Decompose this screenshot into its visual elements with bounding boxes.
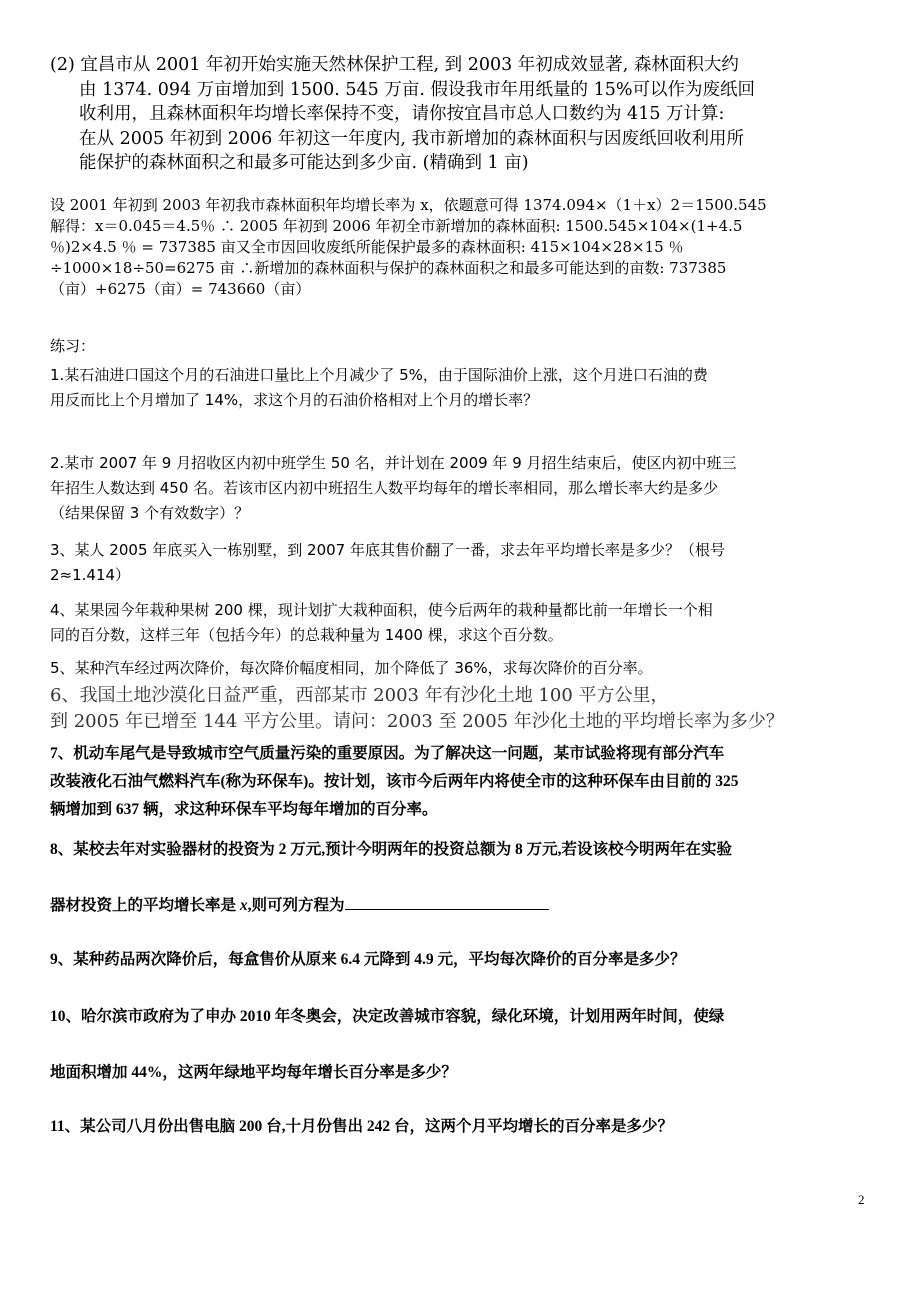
question-1: [50, 363, 874, 413]
question-line: 辆增加到 637 辆，求这种环保车平均每年增加的百分率。: [50, 801, 438, 818]
problem-line: 在从 2005 年初到 2006 年初这一年度内, 我市新增加的森林面积与因废纸回收利用所: [79, 128, 744, 149]
solution-block: [50, 195, 874, 300]
solution-line: 解得：x＝0.045＝4.5％ ∴ 2005 年初到 2006 年初全市新增加的森林面积: 1500.545×104×(1+4.5: [50, 217, 743, 235]
question-2: [50, 451, 874, 526]
question-9: [50, 946, 874, 974]
problem-line: (2) 宜昌市从 2001 年初开始实施天然林保护工程, 到 2003 年初成效显著, 森林面积大约: [50, 55, 739, 75]
question-line: 11、某公司八月份出售电脑 200 台,十月份售出 242 台，这两个月平均增长的百分率是多少？: [50, 1118, 674, 1135]
variable-x: x: [239, 897, 248, 914]
question-text: ,则可列方程为: [247, 897, 345, 914]
page-number: 2: [858, 1192, 865, 1207]
problem-line: 能保护的森林面积之和最多可能达到多少亩. (精确到 1 亩): [79, 153, 529, 173]
answer-blank[interactable]: [345, 895, 549, 910]
question-line: 用反而比上个月增加了 14%，求这个月的石油价格相对上个月的增长率？: [50, 391, 539, 409]
question-5: [50, 656, 874, 681]
problem-line: 由 1374. 094 万亩增加到 1500. 545 万亩. 假设我市年用纸量的 15%可以作为废纸回: [79, 79, 755, 100]
question-line: 同的百分数，这样三年（包括今年）的总栽种量为 1400 棵，求这个百分数。: [50, 626, 563, 644]
solution-line: （亩）+6275（亩）= 743660（亩）: [50, 280, 311, 298]
question-text: 器材投资上的平均增长率是: [50, 897, 240, 914]
question-line: 8、某校去年对实验器材的投资为 2 万元,预计今明两年的投资总额为 8 万元,若设该校今明两年在实验: [50, 841, 733, 858]
question-line: 5、某种汽车经过两次降价，每次降价幅度相同，加个降低了 36%，求每次降价的百分率。: [50, 659, 653, 677]
question-line: 2.某市 2007 年 9 月招收区内初中班学生 50 名，并计划在 2009 年 9 月招生结束后，使区内初中班三: [50, 454, 737, 472]
solution-line: ％)2×4.5 ％ = 737385 亩又全市因回收废纸所能保护最多的森林面积: 415×104×28×15 ％: [50, 238, 684, 256]
question-line: [50, 892, 874, 920]
question-line: 1.某石油进口国这个月的石油进口量比上个月减少了 5%，由于国际油价上涨，这个月进口石油的费: [50, 366, 708, 384]
question-10: [50, 1003, 874, 1087]
question-3: [50, 538, 874, 588]
problem-line: 收利用，且森林面积年均增长率保持不变，请你按宜昌市总人口数约为 415 万计算:: [79, 104, 725, 124]
question-line: 10、哈尔滨市政府为了申办 2010 年冬奥会，决定改善城市容貌，绿化环境，计划用两年时间，使绿: [50, 1008, 725, 1025]
question-line: 6、我国土地沙漠化日益严重，西部某市 2003 年有沙化土地 100 平方公里，: [50, 685, 669, 706]
example-2-problem: [50, 53, 874, 176]
question-line: 7、机动车尾气是导致城市空气质量污染的重要原因。为了解决这一问题，某市试验将现有部分汽车: [50, 745, 725, 762]
question-line: （结果保留 3 个有效数字）？: [50, 504, 250, 522]
question-7: [50, 740, 874, 824]
question-line: 年招生人数达到 450 名。若该市区内初中班招生人数平均每年的增长率相同，那么增长率大约是多少: [50, 479, 719, 497]
question-line: 改装液化石油气燃料汽车(称为环保车)。按计划，该市今后两年内将使全市的这种环保车由目前的 325: [50, 773, 739, 790]
question-8: [50, 836, 874, 920]
question-line: 9、某种药品两次降价后，每盒售价从原来 6.4 元降到 4.9 元，平均每次降价的百分率是多少？: [50, 951, 686, 968]
question-line: 地面积增加 44%，这两年绿地平均每年增长百分率是多少？: [50, 1064, 457, 1081]
question-line: 2≈1.414）: [50, 566, 131, 584]
question-6: [50, 683, 874, 735]
solution-line: ÷1000×18÷50=6275 亩 ∴新增加的森林面积与保护的森林面积之和最多可能达到的亩数: 737385: [50, 259, 727, 277]
practice-heading: 练习：: [50, 337, 96, 355]
question-line: 到 2005 年已增至 144 平方公里。请问：2003 至 2005 年沙化土地的平均增长率为多少？: [50, 711, 784, 732]
solution-line: 设 2001 年初到 2003 年初我市森林面积年均增长率为 x，依题意可得 1374.094×（1＋x）2＝1500.545: [50, 196, 767, 214]
question-line: 3、某人 2005 年底买入一栋别墅，到 2007 年底其售价翻了一番，求去年平均增长率是多少？（根号: [50, 541, 725, 559]
question-line: 4、某果园今年栽种果树 200 棵，现计划扩大栽种面积，使今后两年的栽种量都比前一年增长一个相: [50, 601, 713, 619]
question-11: [50, 1113, 874, 1141]
question-4: [50, 598, 874, 648]
